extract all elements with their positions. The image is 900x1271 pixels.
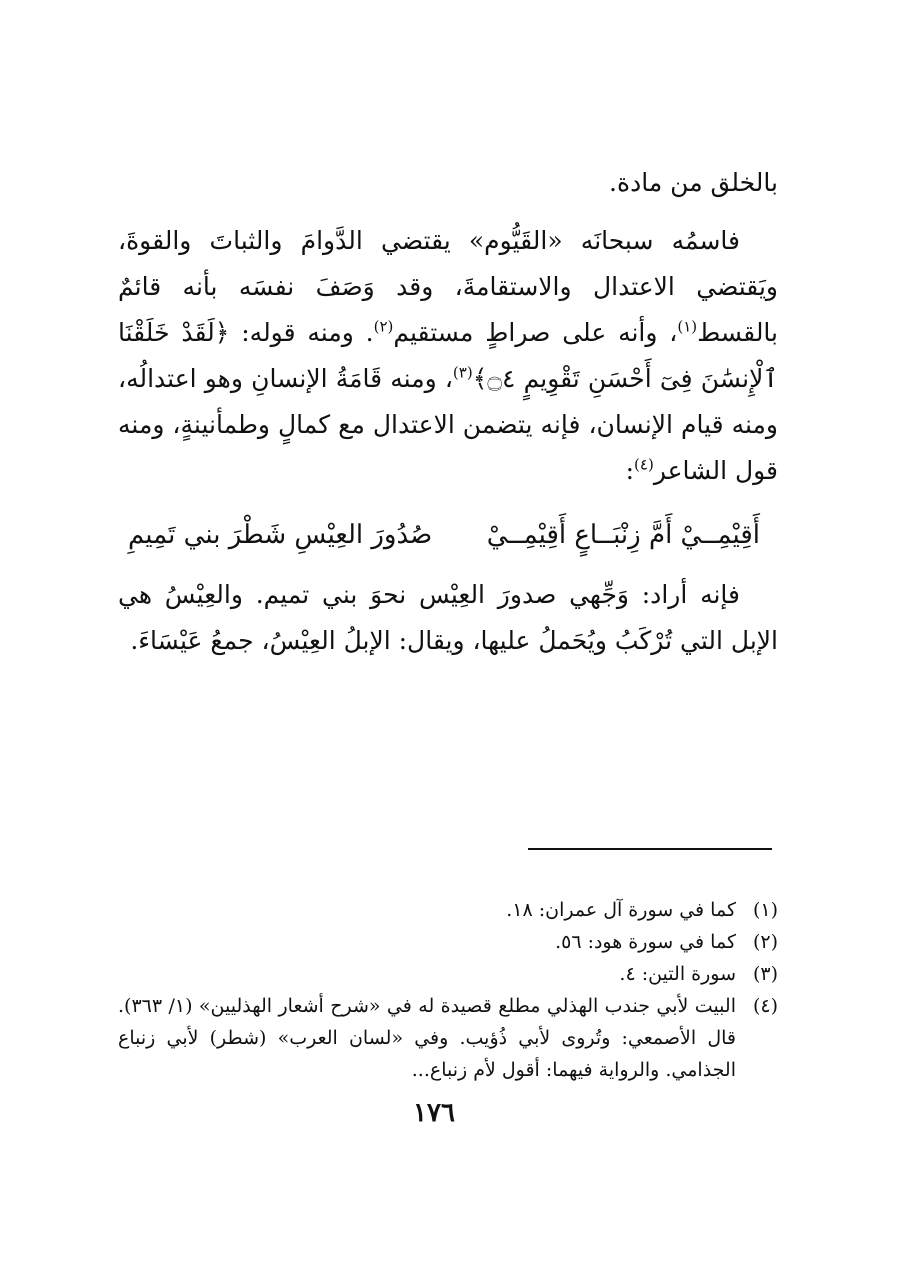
page-number: ١٧٦ <box>413 1098 455 1128</box>
paragraph-text-part-2: ، وأنه على صراطٍ مستقيم <box>393 318 678 347</box>
footnote-text: البيت لأبي جندب الهذلي مطلع قصيدة له في «شرح أشعار الهذليين» (١/ ٣٦٣). قال الأصمعي: وتُروى لأبي ذُؤيب. وفي «لسان العرب» (شطر) لأبي زنباع الجذامي. والرواية فيهما: أقول لأم زنباع... <box>118 995 736 1081</box>
footnote-number: (١) <box>752 899 778 921</box>
footnote-1 <box>118 894 778 926</box>
poetry-verse <box>128 512 760 558</box>
paragraph-text-part-5: : <box>625 456 635 485</box>
footnote-number: (٤) <box>752 995 778 1017</box>
footnote-ref-3: (٣) <box>452 363 473 382</box>
footnote-text: سورة التين: ٤. <box>619 963 736 985</box>
paragraph-text-part-3: . ومنه قوله: ﴿لَقَدْ خَلَقْنَا ٱلْإِنسَٰنَ فِىٓ أَحْسَنِ تَقْوِيمٍ ۝٤﴾ <box>118 318 778 393</box>
footnote-ref-1: (١) <box>677 317 698 336</box>
intro-line: بالخلق من مادة. <box>609 168 778 197</box>
footnote-separator <box>528 848 772 850</box>
main-text <box>118 160 778 664</box>
verse-second-hemistich: صُدُورَ العِيْسِ شَطْرَ بني تَمِيمِ <box>128 520 433 550</box>
footnote-number: (٢) <box>752 931 778 953</box>
paragraph-text-part-1: فاسمُه سبحانَه «القَيُّوم» يقتضي الدَّوامَ والثباتَ والقوةَ، ويَقتضي الاعتدال والاستقامةَ، وقد وَصَفَ نفسَه بأنه قائمٌ بالقسط <box>118 226 779 347</box>
footnotes <box>118 894 778 1086</box>
footnote-number: (٣) <box>752 963 778 985</box>
footnote-4 <box>118 990 778 1086</box>
paragraph-text-part-4: ، ومنه قَامَةُ الإنسانِ وهو اعتدالُه، ومنه قيام الإنسان، فإنه يتضمن الاعتدال مع كمالٍ وطمأنينةٍ، ومنه قول الشاعر <box>118 364 778 485</box>
footnote-3 <box>118 958 778 990</box>
footnote-ref-2: (٢) <box>373 317 394 336</box>
verse-first-hemistich: أَقِيْمِــيْ أَمَّ زِنْبَــاعٍ أَقِيْمِــيْ <box>486 520 760 550</box>
paragraph-explanation: فإنه أراد: وَجِّهي صدورَ العِيْس نحوَ بني تميم. والعِيْسُ هي الإبل التي تُرْكَبُ ويُحَملُ عليها، ويقال: الإبلُ العِيْسُ، جمعُ عَيْسَاءَ. <box>118 580 778 655</box>
footnote-text: كما في سورة هود: ٥٦. <box>555 931 736 953</box>
footnote-ref-4: (٤) <box>634 455 654 474</box>
footnote-2 <box>118 926 778 958</box>
paragraph-qayyum <box>118 218 778 494</box>
footnote-text: كما في سورة آل عمران: ١٨. <box>506 899 736 921</box>
